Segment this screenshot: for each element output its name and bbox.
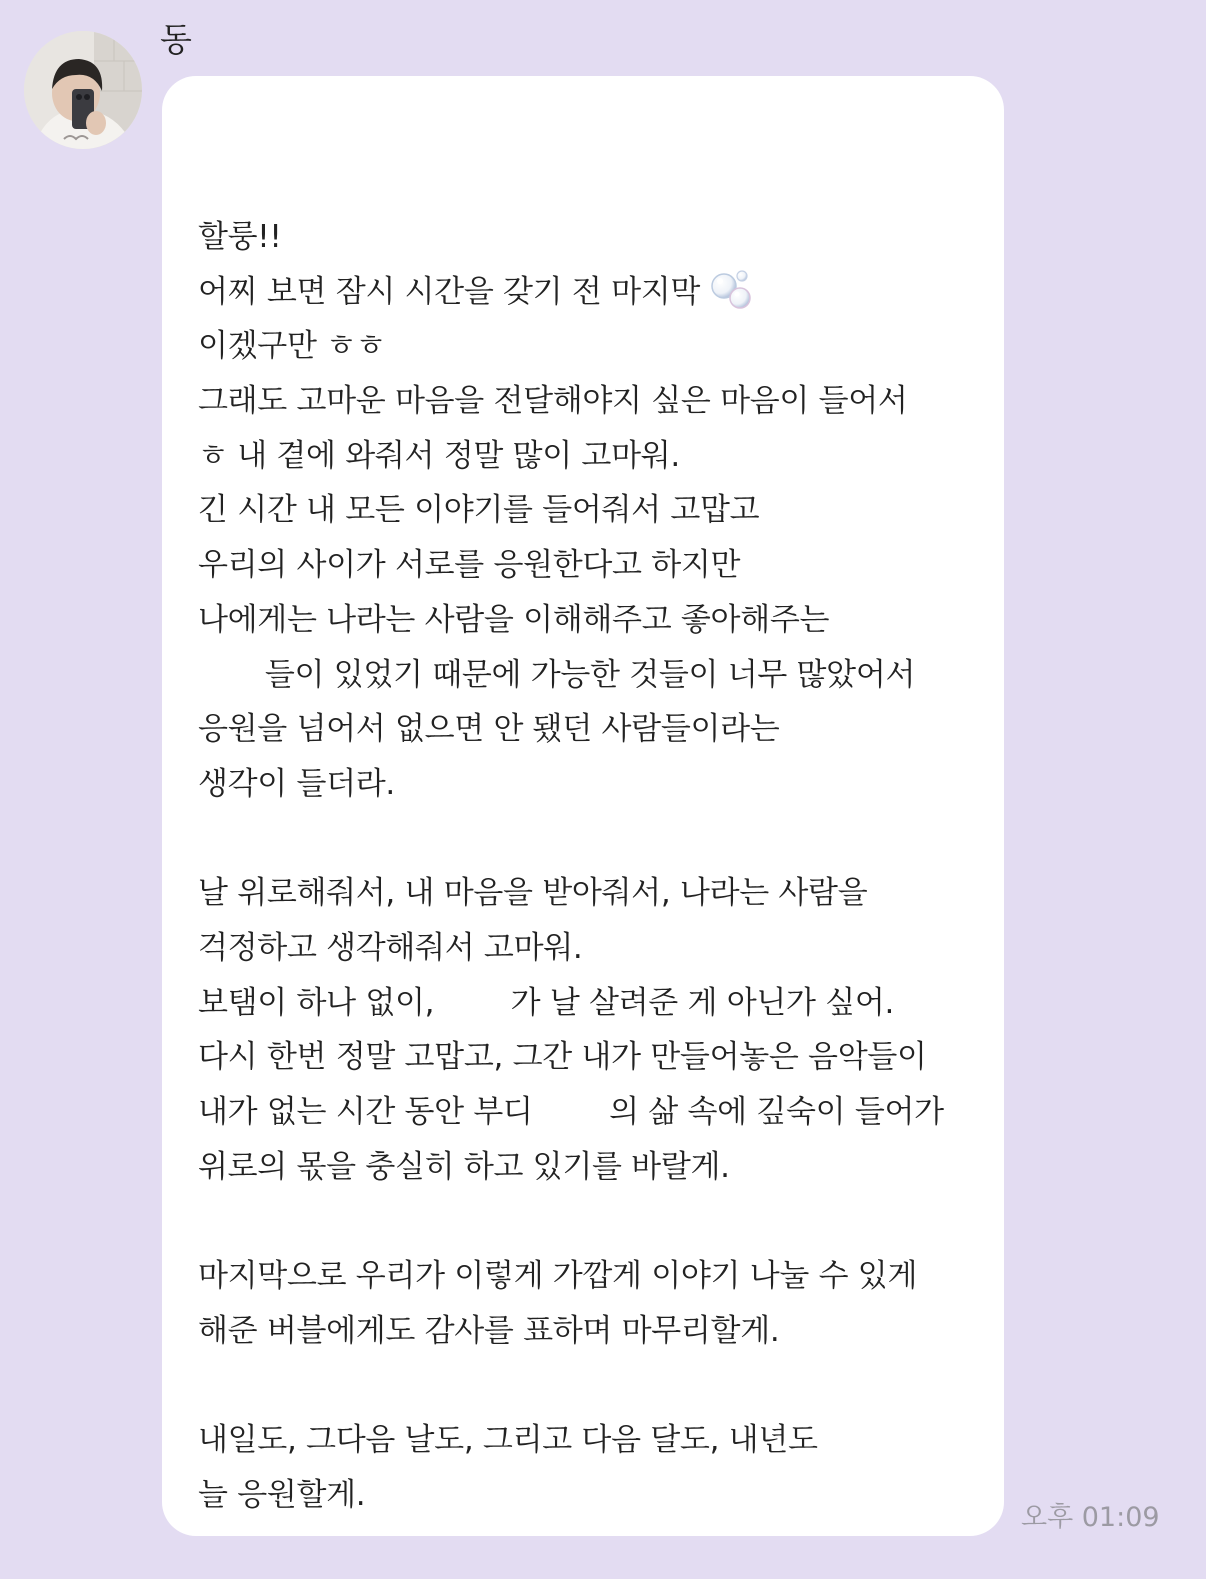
message-line: 다시 한번 정말 고맙고, 그간 내가 만들어놓은 음악들이 bbox=[198, 1039, 927, 1076]
message-line-with-emoji bbox=[198, 265, 984, 320]
message-line: 우리의 사이가 서로를 응원한다고 하지만 bbox=[198, 547, 741, 584]
message-line: 나에게는 나라는 사람을 이해해주고 좋아해주는 bbox=[198, 601, 830, 638]
message-bubble[interactable] bbox=[162, 76, 1004, 1536]
message-line: 긴 시간 내 모든 이야기를 들어줘서 고맙고 bbox=[198, 492, 760, 529]
message-line: ㅎ 내 곁에 와줘서 정말 많이 고마워. bbox=[198, 437, 680, 474]
message-line: 할룽!! bbox=[198, 219, 282, 255]
message-line: 날 위로해줘서, 내 마음을 받아줘서, 나라는 사람을 bbox=[198, 875, 868, 912]
avatar-photo-icon bbox=[24, 31, 142, 149]
message-line-blank bbox=[198, 812, 984, 867]
message-line-blank bbox=[198, 1194, 984, 1249]
message-line-blank bbox=[198, 1358, 984, 1413]
message-line: 응원을 넘어서 없으면 안 됐던 사람들이라는 bbox=[198, 711, 780, 748]
message-line: 마지막으로 우리가 이렇게 가깝게 이야기 나눌 수 있게 bbox=[198, 1258, 918, 1295]
soap-bubbles-icon bbox=[710, 268, 756, 310]
message-line-text: 어찌 보면 잠시 시간을 갖기 전 마지막 bbox=[198, 273, 701, 310]
message-line: 들이 있었기 때문에 가능한 것들이 너무 많았어서 bbox=[198, 656, 916, 693]
message-line: 늘 응원할게. bbox=[198, 1476, 366, 1513]
message-line: 보탬이 하나 없이, 가 날 살려준 게 아닌가 싶어. bbox=[198, 984, 895, 1021]
sender-name: 동 bbox=[160, 20, 192, 59]
message-line: 내가 없는 시간 동안 부디 의 삶 속에 깊숙이 들어가 bbox=[198, 1094, 944, 1130]
message-line: 이겠구만 ㅎㅎ bbox=[198, 328, 386, 365]
message-timestamp: 오후 01:09 bbox=[1021, 1502, 1160, 1533]
message-line: 위로의 몫을 충실히 하고 있기를 바랄게. bbox=[198, 1148, 730, 1185]
message-line: 걱정하고 생각해줘서 고마워. bbox=[198, 929, 583, 966]
sender-avatar[interactable] bbox=[24, 31, 142, 149]
message-line: 생각이 들더라. bbox=[198, 765, 395, 802]
message-line: 내일도, 그다음 날도, 그리고 다음 달도, 내년도 bbox=[198, 1422, 818, 1459]
message-line: 그래도 고마운 마음을 전달해야지 싶은 마음이 들어서 bbox=[198, 383, 908, 420]
message-line: 해준 버블에게도 감사를 표하며 마무리할게. bbox=[198, 1312, 780, 1349]
